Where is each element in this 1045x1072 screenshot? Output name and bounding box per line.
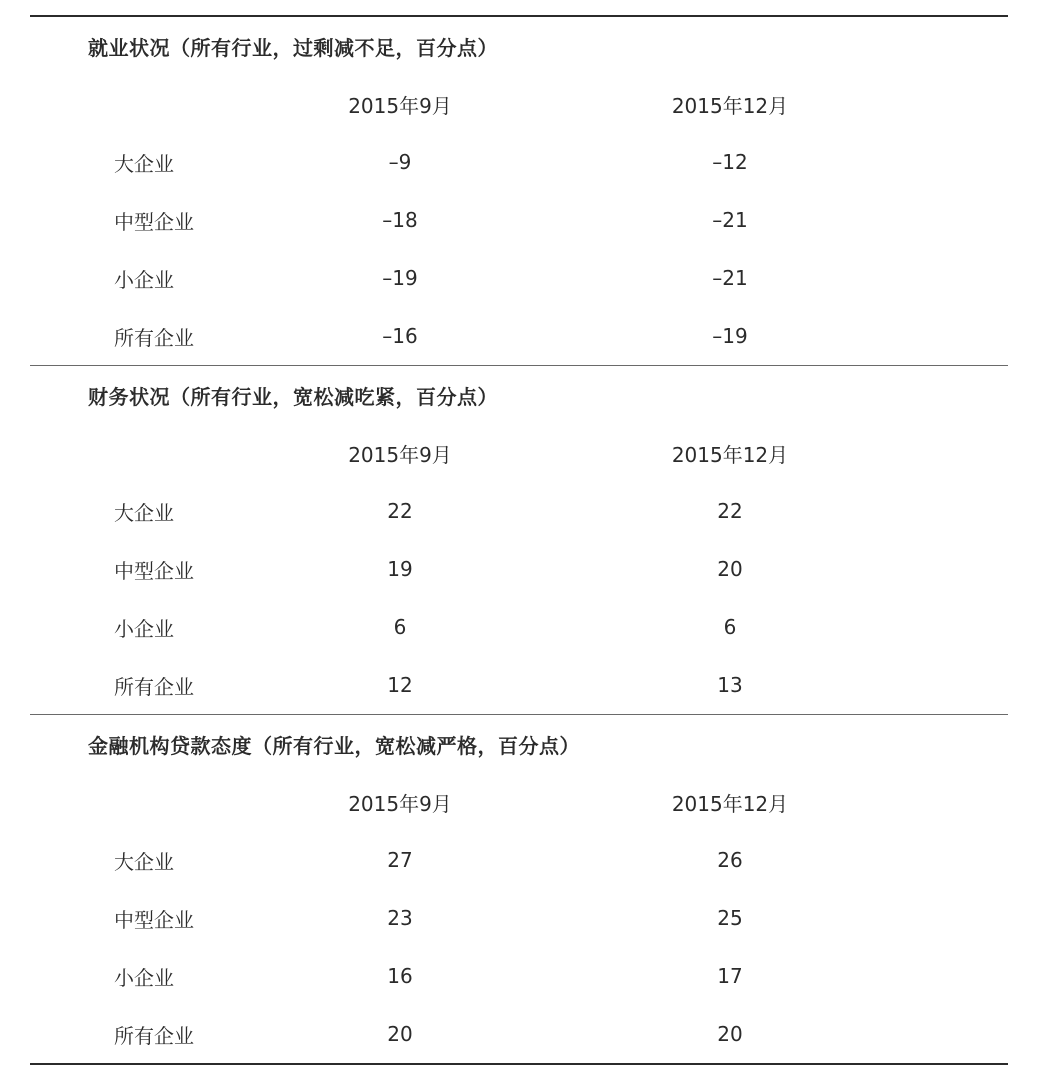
column-header-row — [30, 773, 1008, 831]
cell-value: –21 — [712, 266, 748, 290]
cell-value: 22 — [717, 499, 743, 523]
table-row — [30, 831, 1008, 889]
cell-value: 22 — [387, 499, 413, 523]
table-row — [30, 1005, 1008, 1063]
column-header: 2015年12月 — [671, 442, 789, 467]
cell-value: –21 — [712, 208, 748, 232]
cell-value: –18 — [382, 208, 418, 232]
table-row — [30, 133, 1008, 191]
column-header: 2015年9月 — [348, 442, 452, 467]
table-row — [30, 482, 1008, 540]
cell-value: –19 — [712, 324, 748, 348]
cell-value: 19 — [387, 557, 413, 581]
survey-table — [30, 15, 1008, 1065]
cell-value: 27 — [387, 848, 413, 872]
row-label: 大企业 — [114, 849, 174, 874]
cell-value: –12 — [712, 150, 748, 174]
column-header: 2015年12月 — [671, 93, 789, 118]
cell-value: 26 — [717, 848, 743, 872]
cell-value: 20 — [387, 1022, 413, 1046]
row-label: 大企业 — [114, 151, 174, 176]
row-label: 中型企业 — [114, 209, 194, 234]
row-label: 小企业 — [114, 267, 174, 292]
cell-value: 17 — [717, 964, 743, 988]
cell-value: 20 — [717, 557, 743, 581]
row-label: 小企业 — [114, 965, 174, 990]
table-row — [30, 307, 1008, 365]
cell-value: –19 — [382, 266, 418, 290]
section-title-employment: 就业状况（所有行业，过剩减不足，百分点） — [88, 35, 498, 60]
cell-value: 13 — [717, 673, 743, 697]
row-label: 中型企业 — [114, 558, 194, 583]
table-row — [30, 947, 1008, 1005]
table-row — [30, 889, 1008, 947]
row-label: 小企业 — [114, 616, 174, 641]
row-label: 所有企业 — [114, 325, 194, 350]
column-header-row — [30, 75, 1008, 133]
cell-value: 25 — [717, 906, 743, 930]
cell-value: 6 — [393, 615, 407, 639]
row-label: 中型企业 — [114, 907, 194, 932]
column-header-row — [30, 424, 1008, 482]
cell-value: 6 — [723, 615, 737, 639]
row-label: 大企业 — [114, 500, 174, 525]
section-title-finance: 财务状况（所有行业，宽松减吃紧，百分点） — [88, 384, 498, 409]
column-header: 2015年9月 — [348, 791, 452, 816]
table-row — [30, 191, 1008, 249]
cell-value: 20 — [717, 1022, 743, 1046]
column-header: 2015年12月 — [671, 791, 789, 816]
table-row — [30, 656, 1008, 714]
table-row — [30, 598, 1008, 656]
column-header: 2015年9月 — [348, 93, 452, 118]
table-row — [30, 249, 1008, 307]
cell-value: 23 — [387, 906, 413, 930]
table-row — [30, 540, 1008, 598]
cell-value: 16 — [387, 964, 413, 988]
cell-value: –9 — [388, 150, 412, 174]
bottom-rule — [30, 1063, 1008, 1065]
cell-value: –16 — [382, 324, 418, 348]
row-label: 所有企业 — [114, 674, 194, 699]
cell-value: 12 — [387, 673, 413, 697]
section-title-lending-attitude: 金融机构贷款态度（所有行业，宽松减严格，百分点） — [88, 733, 580, 758]
row-label: 所有企业 — [114, 1023, 194, 1048]
